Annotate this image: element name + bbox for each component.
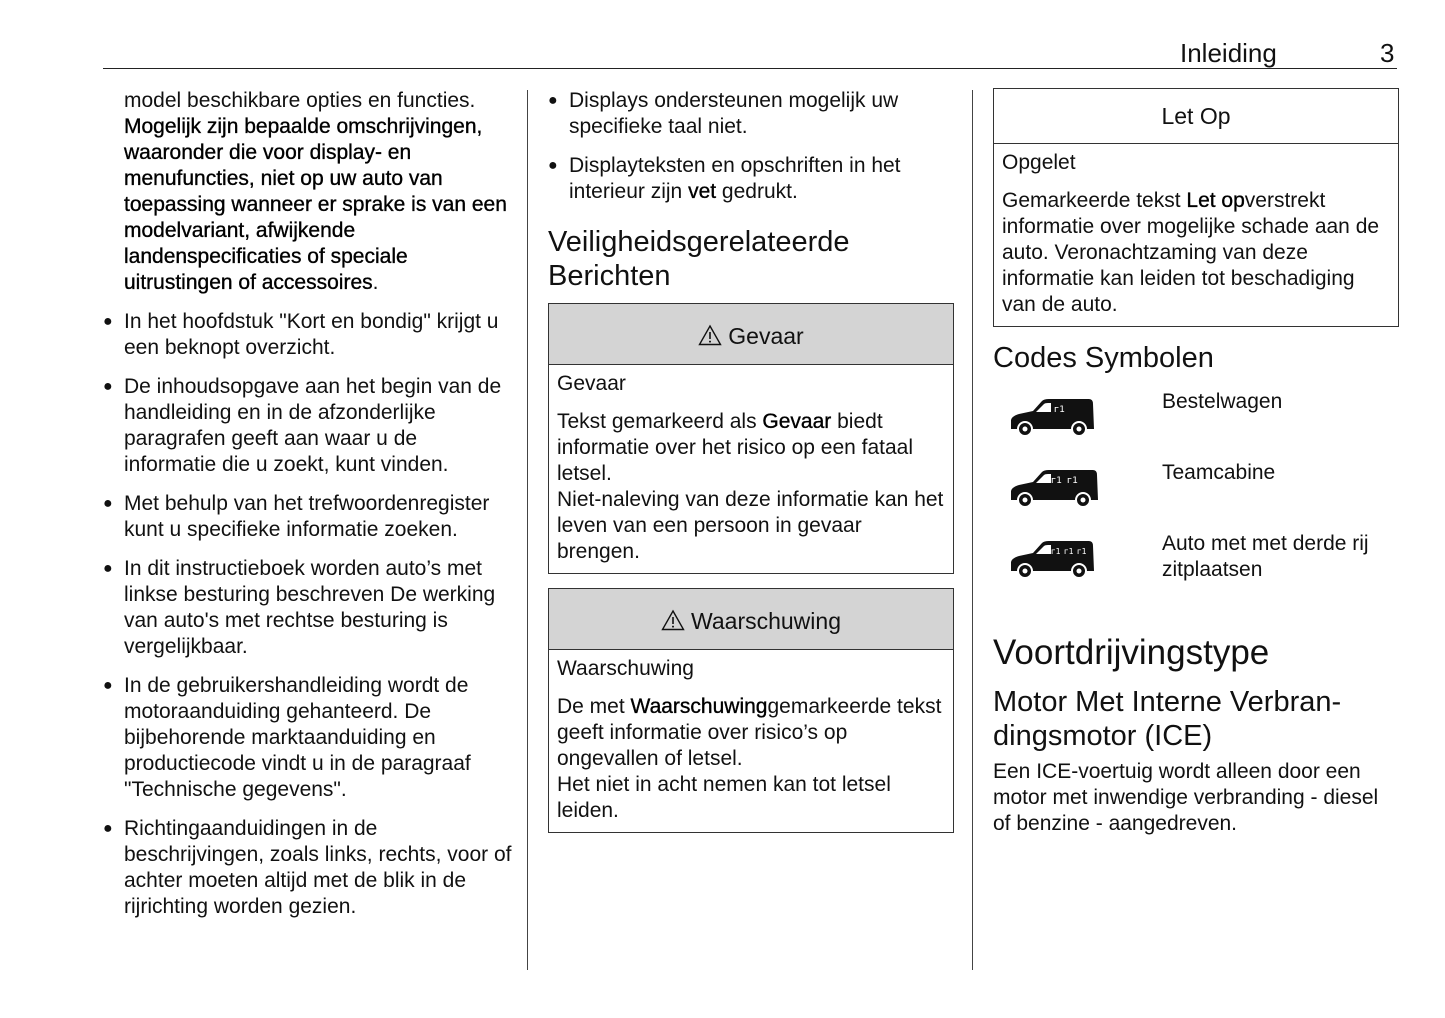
caution-box bbox=[993, 88, 1399, 327]
column-2 bbox=[548, 88, 954, 847]
column-3 bbox=[993, 88, 1399, 837]
warning-box bbox=[548, 588, 954, 833]
warning-box-header bbox=[549, 589, 953, 650]
danger-title: Gevaar bbox=[728, 323, 804, 349]
text: gemarkeerde tekst geeft informatie over risico’s op ongevallen of letsel. bbox=[557, 695, 942, 770]
bullet-text: gedrukt. bbox=[716, 180, 798, 203]
bullet-item bbox=[548, 153, 954, 205]
bold-word: Gevaar bbox=[762, 410, 832, 433]
intro-bold-text: Mogelijk zijn bepaalde omschrijvingen, waaronder die voor display- en menufuncties, niet op uw auto van toepassing wanneer er sprake is van een modelvariant, afwijkende landenspecificaties of speciale uitrustingen of accessoires bbox=[124, 115, 507, 294]
warning-triangle-icon bbox=[698, 324, 722, 346]
svg-text:ᴦ1: ᴦ1 bbox=[1064, 547, 1074, 556]
warning-title: Waarschuwing bbox=[691, 608, 841, 634]
section-heading-codes: Codes Symbolen bbox=[993, 342, 1214, 374]
symbol-label: Teamcabine bbox=[1162, 461, 1276, 484]
symbol-row bbox=[993, 460, 1399, 531]
column-1 bbox=[103, 88, 513, 920]
svg-text:ᴦ1: ᴦ1 bbox=[1051, 476, 1062, 486]
third-row-van-icon bbox=[1007, 537, 1097, 581]
bold-word: Let op bbox=[1186, 189, 1245, 212]
bullet-item: ● In het hoofdstuk "Kort en bondig" krijgt u een beknopt overzicht. bbox=[103, 309, 513, 361]
caution-box-body bbox=[994, 144, 1398, 326]
symbol-row bbox=[993, 389, 1399, 460]
text: verstrekt informatie over mogelijke schade aan de auto. Veronachtzaming van deze informatie kan leiden tot beschadiging van de auto. bbox=[1002, 189, 1380, 316]
danger-box-body bbox=[549, 365, 953, 573]
caution-box-header: Let Op bbox=[994, 89, 1398, 144]
text: biedt informatie over het risico op een fataal letsel. bbox=[557, 410, 914, 485]
page-number: 3 bbox=[1380, 38, 1395, 68]
bold-word: Waarschuwing bbox=[630, 695, 768, 718]
svg-text:ᴦ1: ᴦ1 bbox=[1054, 405, 1065, 415]
intro-end: . bbox=[372, 271, 379, 294]
caution-subtitle: Opgelet bbox=[1002, 151, 1076, 174]
warning-triangle-icon bbox=[661, 609, 685, 631]
bullet-item: ● In dit instructieboek worden auto’s met linkse besturing beschreven De werking van auto's met rechtse besturing is vergelijkbaar. bbox=[103, 556, 513, 660]
header-rule bbox=[103, 68, 1397, 69]
danger-text-2: Niet-naleving van deze informatie kan het leven van een persoon in gevaar brengen. bbox=[557, 488, 944, 563]
danger-box-header bbox=[549, 304, 953, 365]
danger-box bbox=[548, 303, 954, 574]
column-divider-2 bbox=[972, 90, 973, 970]
warning-text bbox=[557, 694, 945, 772]
bullet-item: ● Displays ondersteunen mogelijk uw specifieke taal niet. bbox=[548, 88, 954, 140]
symbol-row bbox=[993, 531, 1399, 611]
ice-description: Een ICE-voertuig wordt alleen door een motor met inwendige verbranding - diesel of benzine - aangedreven. bbox=[993, 760, 1379, 835]
caution-text bbox=[1002, 188, 1390, 318]
symbol-label: Auto met met derde rij zitplaatsen bbox=[1162, 532, 1369, 581]
bold-word: vet bbox=[688, 180, 717, 203]
crew-cab-van-icon bbox=[1007, 466, 1101, 510]
column-divider-1 bbox=[527, 90, 528, 970]
symbol-label: Bestelwagen bbox=[1162, 390, 1283, 413]
bullet-item: ● Met behulp van het trefwoordenregister kunt u specifieke informatie zoeken. bbox=[103, 491, 513, 543]
bullet-text: Displayteksten en opschriften in het interieur zijn bbox=[569, 154, 901, 203]
intro-text: model beschikbare opties en functies. bbox=[124, 89, 476, 112]
danger-subtitle: Gevaar bbox=[557, 372, 626, 395]
section-heading-safety: Veiligheidsgerelateerde Berichten bbox=[548, 226, 850, 292]
warning-text-2: Het niet in acht nemen kan tot letsel leiden. bbox=[557, 773, 891, 822]
svg-text:ᴦ1: ᴦ1 bbox=[1077, 547, 1087, 556]
intro-paragraph bbox=[103, 88, 513, 296]
running-header-title: Inleiding bbox=[1180, 38, 1277, 68]
van-icon bbox=[1007, 395, 1097, 439]
svg-text:ᴦ1: ᴦ1 bbox=[1067, 476, 1078, 486]
section-heading-propulsion: Voortdrijvingstype bbox=[993, 633, 1270, 672]
svg-text:ᴦ1: ᴦ1 bbox=[1051, 547, 1061, 556]
text: Tekst gemarkeerd als bbox=[557, 410, 763, 433]
bullet-item: ● In de gebruikershandleiding wordt de motoraanduiding gehanteerd. De bijbehorende marktaanduiding en productiecode vindt u in de paragraaf "Technische gegevens". bbox=[103, 673, 513, 803]
bullet-item: ● Richtingaanduidingen in de beschrijvingen, zoals links, rechts, voor of achter moeten altijd met de blik in de rijrichting worden gezien. bbox=[103, 816, 513, 920]
warning-box-body bbox=[549, 650, 953, 832]
text: Gemarkeerde tekst bbox=[1002, 189, 1187, 212]
danger-text bbox=[557, 409, 945, 487]
bullet-item: ● De inhoudsopgave aan het begin van de handleiding en in de afzonderlijke paragrafen geeft aan waar u de informatie die u zoekt, kunt vinden. bbox=[103, 374, 513, 478]
subsection-heading-ice: Motor Met Interne Verbrandingsmotor (ICE) bbox=[993, 686, 1342, 752]
warning-subtitle: Waarschuwing bbox=[557, 657, 694, 680]
text: De met bbox=[557, 695, 631, 718]
